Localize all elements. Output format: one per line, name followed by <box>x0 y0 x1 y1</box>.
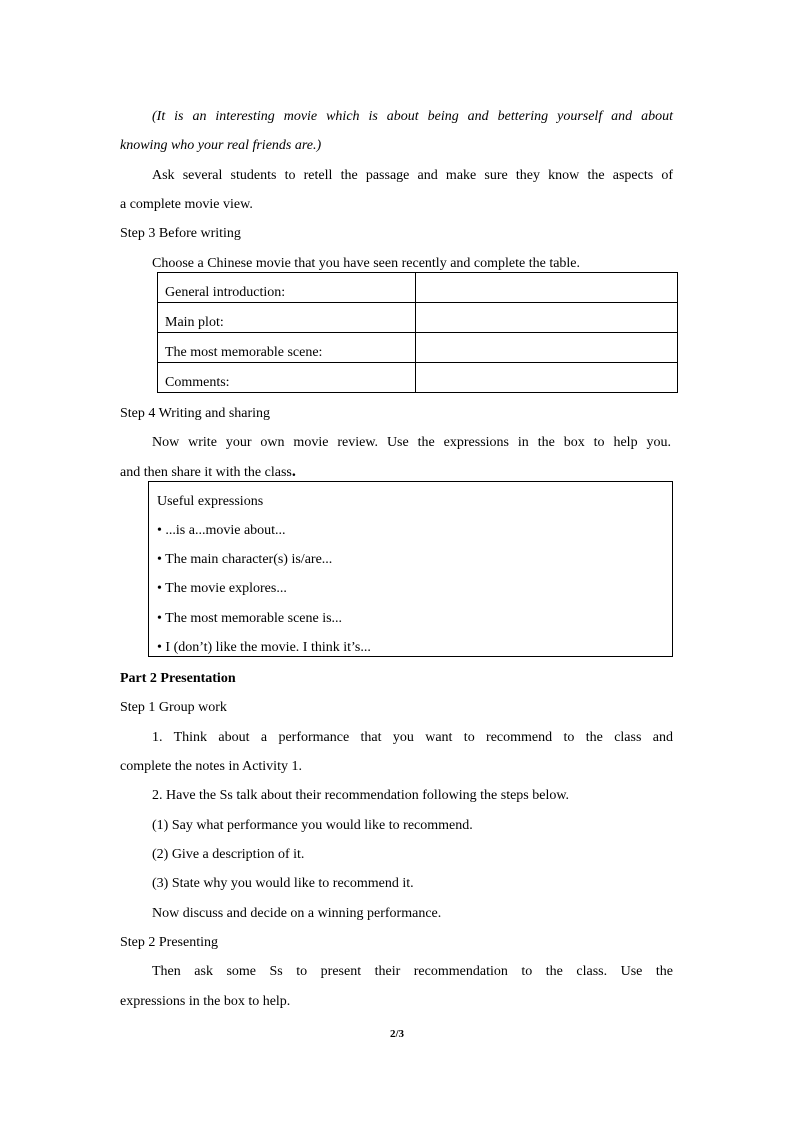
step3-heading: Step 3 Before writing <box>120 226 241 241</box>
sub-step-2: (2) Give a description of it. <box>152 847 305 862</box>
table-value-cell[interactable] <box>416 363 678 393</box>
step2-heading: Step 2 Presenting <box>120 935 218 950</box>
expression-item: • The movie explores... <box>157 581 287 596</box>
retell-instruction-line-2: a complete movie view. <box>120 197 253 212</box>
part2-heading: Part 2 Presentation <box>120 671 236 686</box>
sub-step-3: (3) State why you would like to recommend it. <box>152 876 414 891</box>
italic-summary-line-2: knowing who your real friends are.) <box>120 138 322 153</box>
table-row <box>158 363 678 393</box>
item1-line-1: 1. Think about a performance that you want to recommend to the class and <box>152 730 673 745</box>
step4-instruction-text: and then share it with the class <box>120 465 292 480</box>
step4-heading: Step 4 Writing and sharing <box>120 406 271 421</box>
step4-instruction-period: . <box>291 463 296 480</box>
expression-item: • I (don’t) like the movie. I think it’s... <box>157 640 371 655</box>
expression-item: • The most memorable scene is... <box>157 611 343 626</box>
sub-step-1: (1) Say what performance you would like to recommend. <box>152 818 473 833</box>
table-label: The most memorable scene: <box>158 333 416 363</box>
page-number: 2/3 <box>389 1028 405 1040</box>
retell-instruction-line-1: Ask several students to retell the passage and make sure they know the aspects of <box>152 168 673 183</box>
movie-notes-table <box>157 272 678 393</box>
present-line-1: Then ask some Ss to present their recommendation to the class. Use the <box>152 964 673 979</box>
table-value-cell[interactable] <box>416 273 678 303</box>
step4-instruction-line-2 <box>120 463 296 482</box>
step3-instruction: Choose a Chinese movie that you have seen recently and complete the table. <box>152 256 581 271</box>
discuss-line: Now discuss and decide on a winning performance. <box>152 906 442 921</box>
table-value-cell[interactable] <box>416 333 678 363</box>
expression-item: • ...is a...movie about... <box>157 523 286 538</box>
table-label: Main plot: <box>158 303 416 333</box>
expression-item: • The main character(s) is/are... <box>157 552 333 567</box>
step1-heading: Step 1 Group work <box>120 700 227 715</box>
present-line-2: expressions in the box to help. <box>120 994 291 1009</box>
item1-line-2: complete the notes in Activity 1. <box>120 759 302 774</box>
table-row <box>158 273 678 303</box>
step4-instruction-line-1: Now write your own movie review. Use the expressions in the box to help you. <box>152 435 671 450</box>
table-row <box>158 303 678 333</box>
table-value-cell[interactable] <box>416 303 678 333</box>
table-label: General introduction: <box>158 273 416 303</box>
italic-summary-line-1: (It is an interesting movie which is about being and bettering yourself and about <box>152 109 673 124</box>
box-title: Useful expressions <box>157 494 264 509</box>
useful-expressions-box <box>148 481 673 657</box>
item2: 2. Have the Ss talk about their recommendation following the steps below. <box>152 788 570 803</box>
table-row <box>158 333 678 363</box>
table-label: Comments: <box>158 363 416 393</box>
